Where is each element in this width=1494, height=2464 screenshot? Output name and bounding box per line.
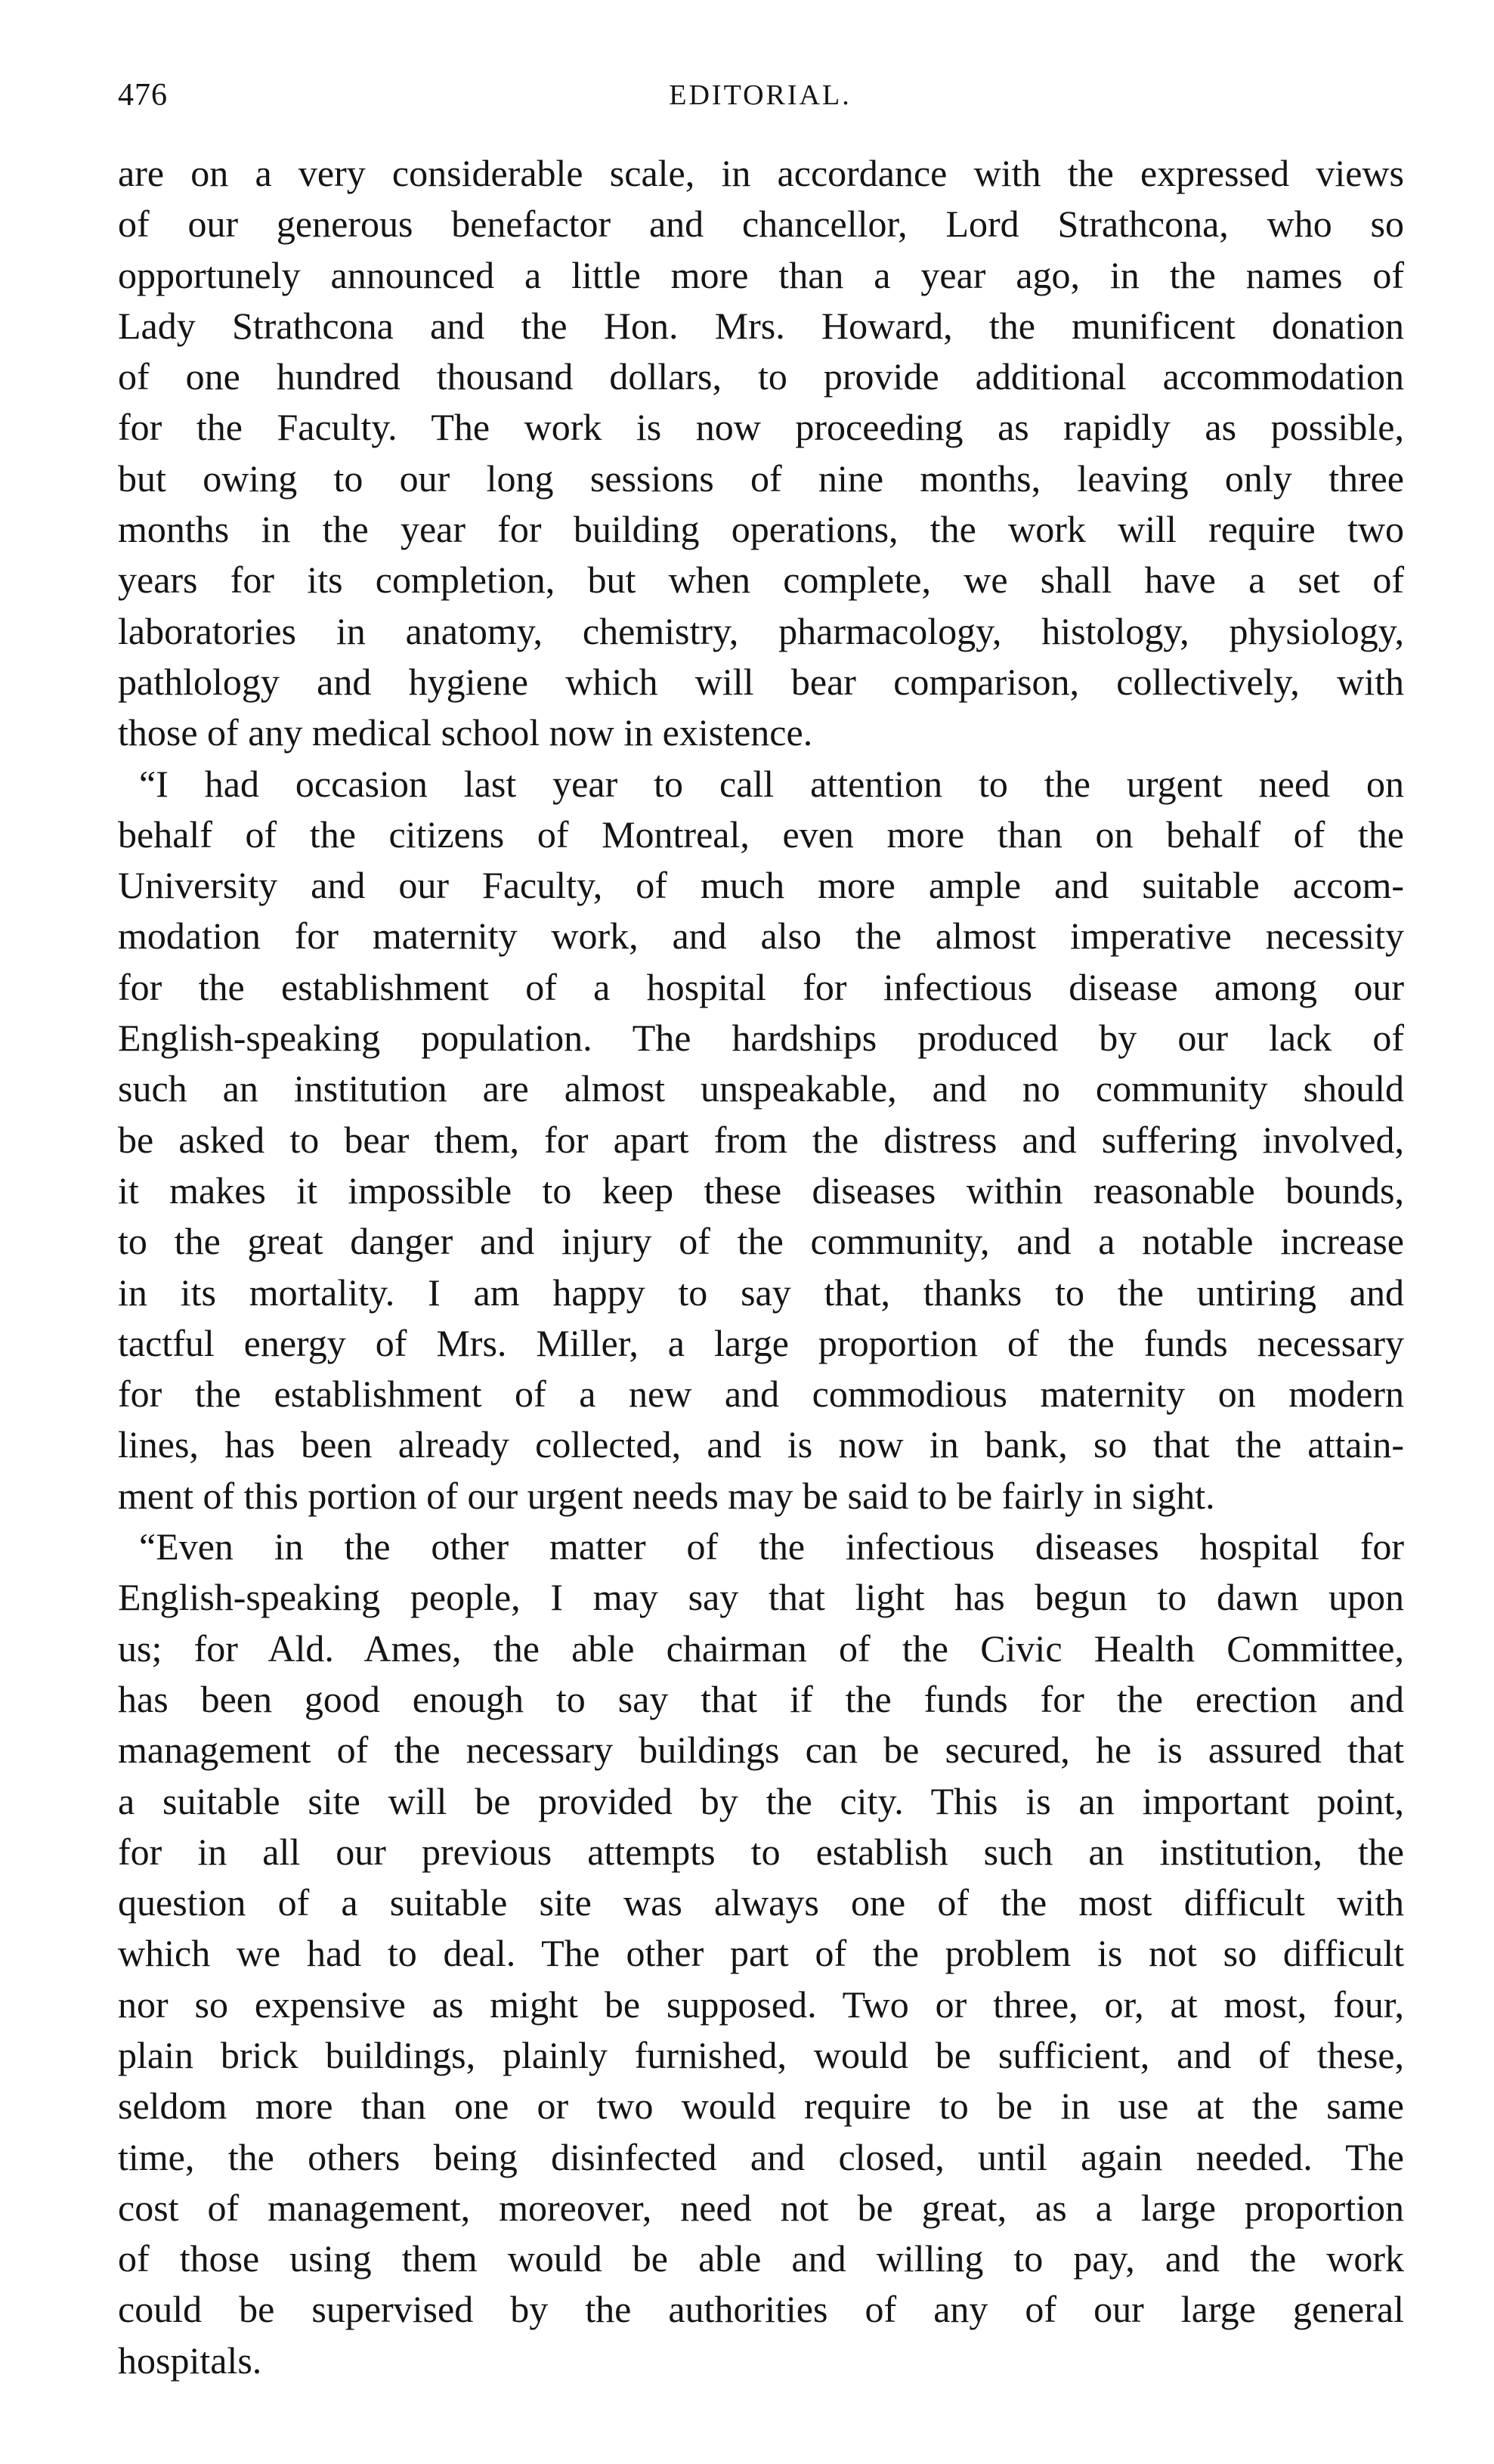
text-line: of one hundred thousand dollars, to provide additional accommodation: [118, 355, 1404, 398]
text-line: us; for Ald. Ames, the able chairman of the Civic Health Committee,: [118, 1627, 1404, 1670]
text-line: has been good enough to say that if the funds for the erection and: [118, 1677, 1404, 1720]
text-line: a suitable site will be provided by the city. This is an important point,: [118, 1779, 1404, 1822]
text-line: are on a very considerable scale, in accordance with the expressed views: [118, 152, 1404, 194]
text-line: question of a suitable site was always one of the most difficult with: [118, 1881, 1404, 1924]
text-line: for in all our previous attempts to establish such an institution, the: [118, 1830, 1404, 1873]
text-line: but owing to our long sessions of nine months, leaving only three: [118, 457, 1404, 500]
text-line: months in the year for building operations, the work will require two: [118, 508, 1404, 551]
paragraph: [118, 148, 1404, 759]
text-line: pathlology and hygiene which will bear comparison, collectively, with: [118, 660, 1404, 703]
text-line: years for its completion, but when complete, we shall have a set of: [118, 559, 1404, 602]
text-line: of those using them would be able and willing to pay, and the work: [118, 2237, 1404, 2280]
paragraph: [118, 759, 1404, 1521]
text-line: it makes it impossible to keep these diseases within reasonable bounds,: [118, 1169, 1404, 1212]
text-line: cost of management, moreover, need not be great, as a large proportion: [118, 2186, 1404, 2229]
text-line: for the Faculty. The work is now proceeding as rapidly as possible,: [118, 406, 1404, 449]
text-line: which we had to deal. The other part of the problem is not so difficult: [118, 1932, 1404, 1975]
text-line: time, the others being disinfected and closed, until again needed. The: [118, 2135, 1404, 2178]
text-line: tactful energy of Mrs. Miller, a large proportion of the funds necessary: [118, 1321, 1404, 1364]
text-line: for the establishment of a hospital for infectious disease among our: [118, 965, 1404, 1008]
text-line: to the great danger and injury of the community, and a notable increase: [118, 1220, 1404, 1263]
text-line: opportunely announced a little more than a year ago, in the names of: [118, 253, 1404, 296]
text-line: English-speaking people, I may say that light has begun to dawn upon: [118, 1576, 1404, 1619]
text-line: such an institution are almost unspeakable, and no community should: [118, 1067, 1404, 1110]
text-line: modation for maternity work, and also the almost imperative necessity: [118, 915, 1404, 958]
text-line: behalf of the citizens of Montreal, even more than on behalf of the: [118, 813, 1404, 856]
section-title: EDITORIAL.: [669, 79, 852, 111]
text-line: Lady Strathcona and the Hon. Mrs. Howard, the munificent donation: [118, 304, 1404, 347]
text-line: University and our Faculty, of much more ample and suitable accom-: [118, 864, 1404, 907]
text-line: seldom more than one or two would require to be in use at the same: [118, 2085, 1404, 2128]
text-line: those of any medical school now in existence.: [118, 711, 813, 754]
text-line: hospitals.: [118, 2339, 262, 2382]
text-line: plain brick buildings, plainly furnished, would be sufficient, and of these,: [118, 2033, 1404, 2076]
text-line: “Even in the other matter of the infectious diseases hospital for: [139, 1525, 1404, 1568]
text-line: “I had occasion last year to call attention to the urgent need on: [139, 762, 1404, 805]
text-line: for the establishment of a new and commodious maternity on modern: [118, 1373, 1404, 1416]
text-line: management of the necessary buildings can be secured, he is assured that: [118, 1729, 1404, 1772]
text-line: nor so expensive as might be supposed. Two or three, or, at most, four,: [118, 1983, 1404, 2026]
text-line: laboratories in anatomy, chemistry, pharmacology, histology, physiology,: [118, 609, 1404, 652]
running-head: [118, 73, 1403, 118]
paragraph: [118, 1521, 1404, 2386]
page-number: 476: [118, 78, 168, 113]
text-line: could be supervised by the authorities of any of our large general: [118, 2288, 1404, 2331]
text-line: in its mortality. I am happy to say that, thanks to the untiring and: [118, 1271, 1404, 1314]
text-line: lines, has been already collected, and is now in bank, so that the attain-: [118, 1423, 1404, 1466]
text-line: ment of this portion of our urgent needs may be said to be fairly in sight.: [118, 1474, 1215, 1517]
text-line: be asked to bear them, for apart from the distress and suffering involved,: [118, 1118, 1404, 1161]
body-text: [118, 148, 1404, 2386]
text-line: English-speaking population. The hardships produced by our lack of: [118, 1017, 1404, 1060]
text-line: of our generous benefactor and chancellor, Lord Strathcona, who so: [118, 203, 1404, 246]
